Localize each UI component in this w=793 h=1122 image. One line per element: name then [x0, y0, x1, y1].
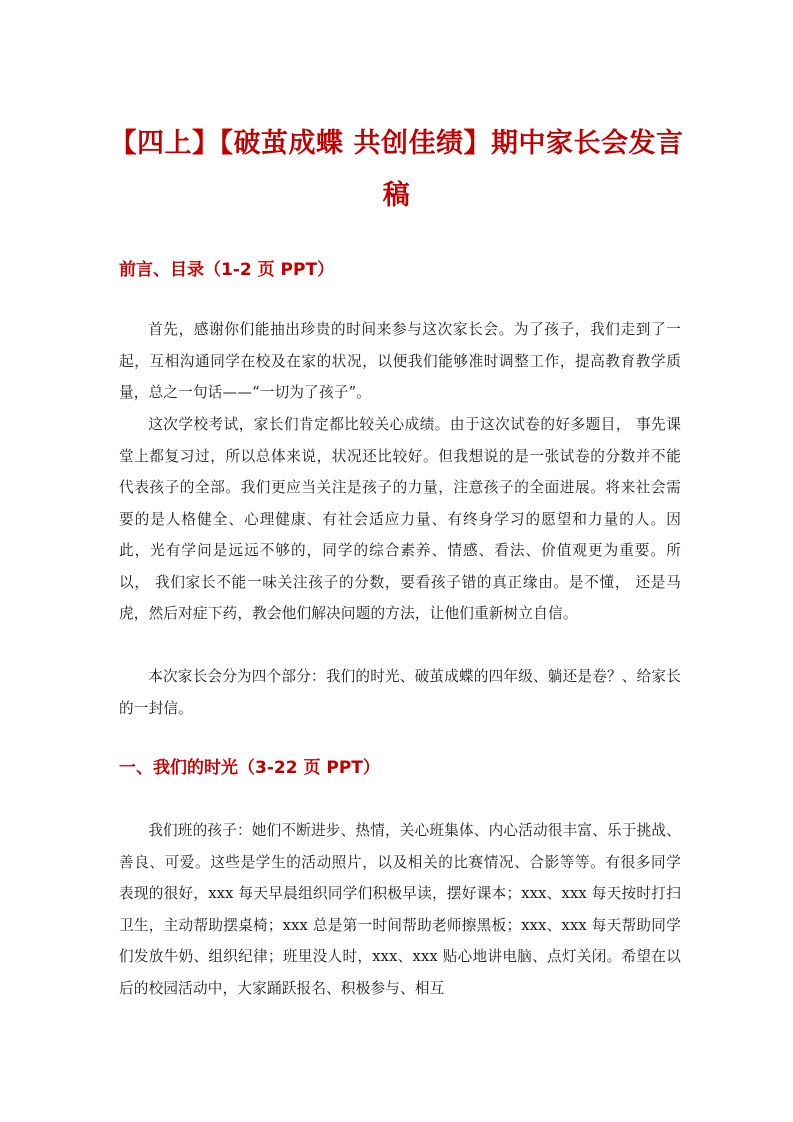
document-title: 【四上】【破茧成蝶 共创佳绩】期中家长会发言稿 [109, 128, 684, 211]
paragraph-our-time-1: 我们班的孩子：她们不断进步、热情，关心班集体、内心活动很丰富、乐于挑战、善良、可爱。这些是学生的活动照片，以及相关的比赛情况、合影等等。有很多同学表现的很好，xxx 每天早晨组织同学们积极早读，摆好课本；xxx、xxx 每天按时打扫卫生，主动帮助摆桌椅；xxx 总是第一时间帮助老师擦黑板；xxx、xxx 每天帮助同学们发放牛奶、组织纪律；班里没人时，xxx、xxx 贴心地讲电脑、点灯关闭。希望在以后的校园活动中，大家踊跃报名、积极参与、相互 [119, 822, 681, 997]
section-heading-our-time: 一、我们的时光（3-22 页 PPT） [119, 758, 380, 778]
paragraph-intro-1: 首先，感谢你们能抽出珍贵的时间来参与这次家长会。为了孩子，我们走到了一起，互相沟通同学在校及在家的状况，以便我们能够准时调整工作，提高教育教学质量，总之一句话——“一切为了孩子”。 [119, 321, 681, 401]
paragraph-intro-2: 这次学校考试，家长们肯定都比较关心成绩。由于这次试卷的好多题目， 事先课堂上都复习过，所以总体来说，状况还比较好。但我想说的是一张试卷的分数并不能代表孩子的全部。我们更应当关注是孩子的力量，注意孩子的全面进展。将来社会需要的是人格健全、心理健康、有社会适应力量、有终身学习的愿望和力量的人。因此，光有学问是远远不够的，同学的综合素养、情感、看法、价值观更为重要。所以， 我们家长不能一味关注孩子的分数，要看孩子错的真正缘由。是不懂， 还是马虎，然后对症下药，教会他们解决问题的方法，让他们重新树立自信。 [119, 416, 681, 622]
paragraph-intro-3: 本次家长会分为四个部分：我们的时光、破茧成蝶的四年级、躺还是卷？、给家长的一封信。 [119, 668, 681, 717]
section-heading-intro: 前言、目录（1-2 页 PPT） [119, 260, 335, 280]
